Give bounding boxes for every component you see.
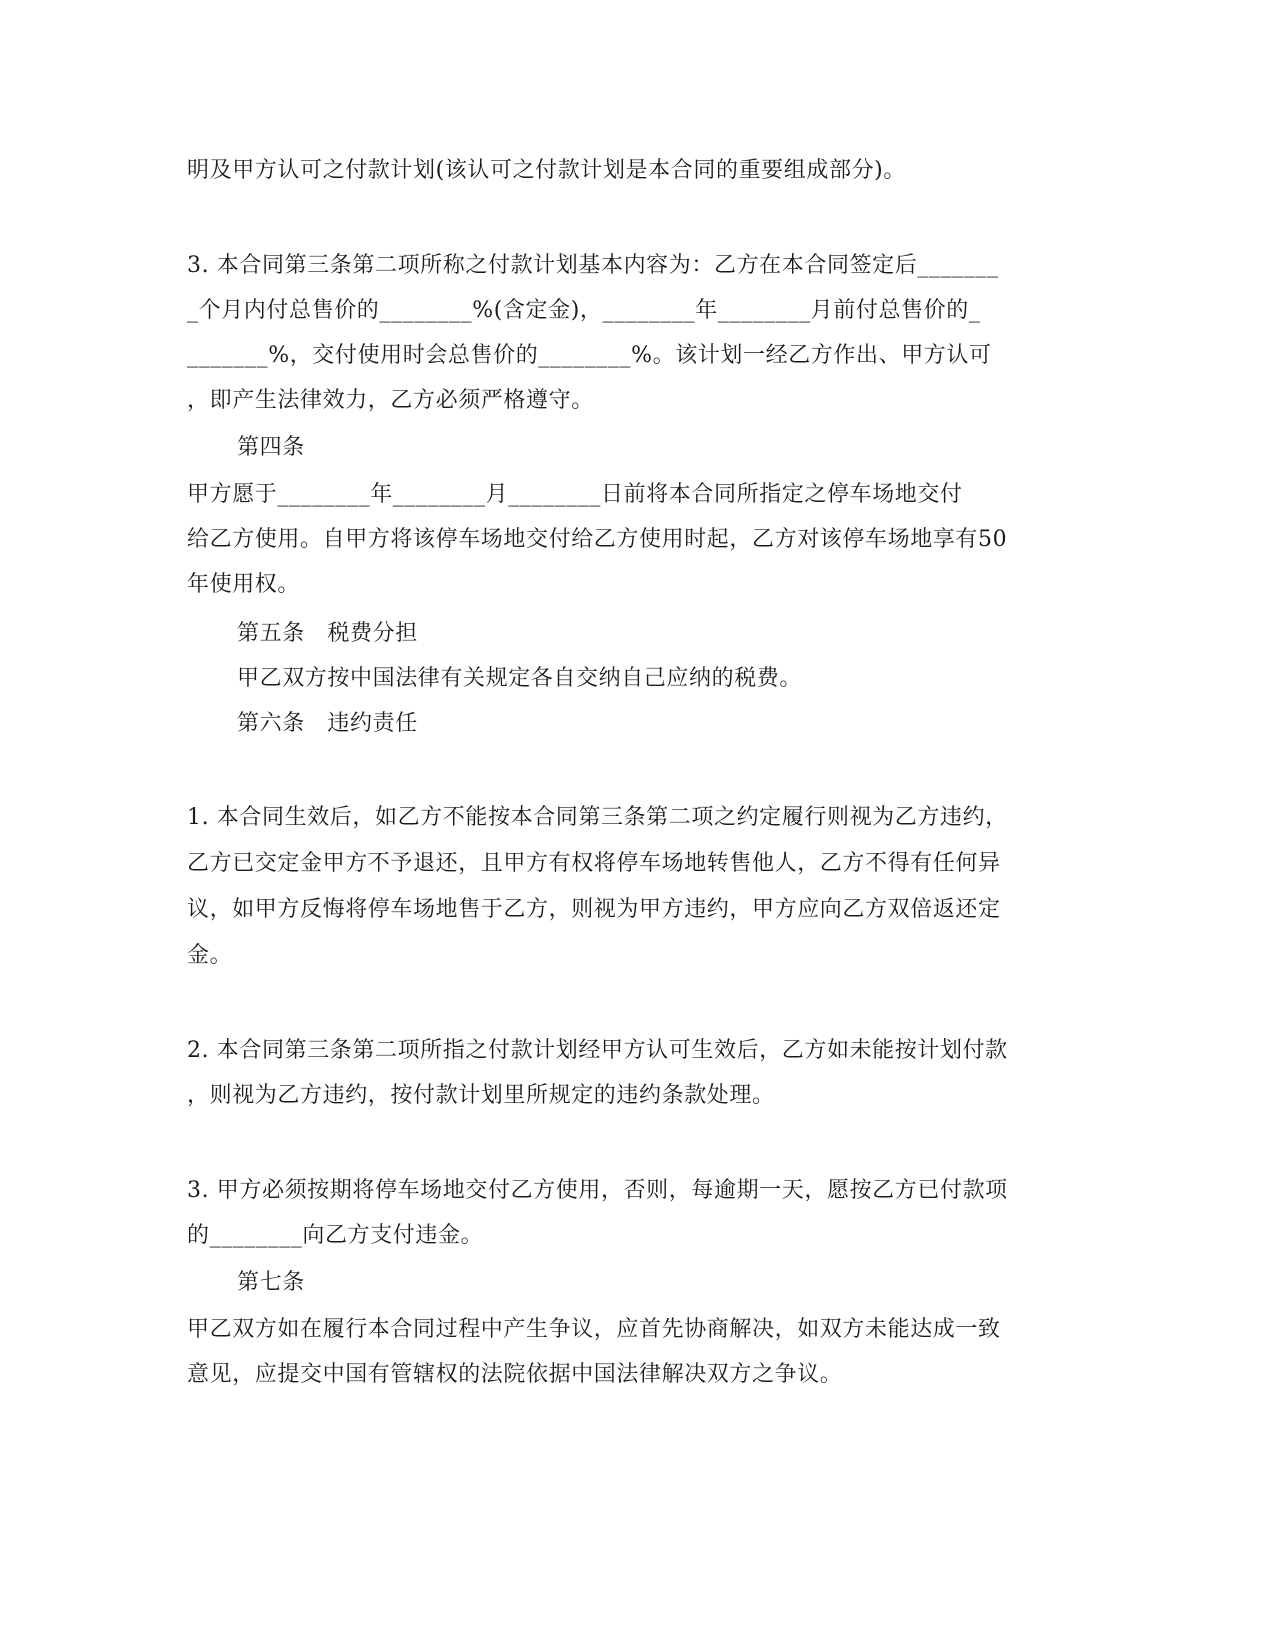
text-line: 3. 甲方必须按期将停车场地交付乙方使用，否则，每逾期一天，愿按乙方已付款项 bbox=[187, 1178, 1008, 1203]
text-line: 的________向乙方支付违金。 bbox=[187, 1223, 484, 1248]
section-heading: 第四条 bbox=[237, 435, 305, 460]
section-heading: 第六条 违约责任 bbox=[237, 711, 418, 736]
text-line: 1. 本合同生效后，如乙方不能按本合同第三条第二项之约定履行则视为乙方违约， bbox=[187, 805, 1008, 830]
text-line: ，则视为乙方违约，按付款计划里所规定的违约条款处理。 bbox=[187, 1083, 775, 1108]
text-line: 意见，应提交中国有管辖权的法院依据中国法律解决双方之争议。 bbox=[187, 1362, 843, 1387]
text-line: 甲乙双方按中国法律有关规定各自交纳自己应纳的税费。 bbox=[237, 666, 803, 691]
text-line: 甲方愿于________年________月________日前将本合同所指定之停车场地交付 bbox=[187, 482, 963, 507]
text-line: 年使用权。 bbox=[187, 572, 301, 597]
text-line: 给乙方使用。自甲方将该停车场地交付给乙方使用时起，乙方对该停车场地享有50 bbox=[187, 527, 1008, 552]
text-line: _______%，交付使用时会总售价的________%。该计划一经乙方作出、甲方认可 bbox=[187, 343, 992, 368]
text-line: ，即产生法律效力，乙方必须严格遵守。 bbox=[187, 388, 594, 413]
section-heading: 第五条 税费分担 bbox=[237, 621, 418, 646]
section-heading: 第七条 bbox=[237, 1270, 305, 1295]
text-line: 2. 本合同第三条第二项所指之付款计划经甲方认可生效后，乙方如未能按计划付款 bbox=[187, 1038, 1008, 1063]
text-line: 3. 本合同第三条第二项所称之付款计划基本内容为：乙方在本合同签定后_______ bbox=[187, 253, 999, 278]
text-line: 甲乙双方如在履行本合同过程中产生争议，应首先协商解决，如双方未能达成一致 bbox=[187, 1317, 1001, 1342]
text-line: 金。 bbox=[187, 943, 233, 968]
text-line: _个月内付总售价的________%(含定金)，________年________月前付总售价的_ bbox=[187, 298, 981, 323]
text-line: 议，如甲方反悔将停车场地售于乙方，则视为甲方违约，甲方应向乙方双倍返还定 bbox=[187, 897, 1001, 922]
text-line: 明及甲方认可之付款计划(该认可之付款计划是本合同的重要组成部分)。 bbox=[187, 158, 906, 183]
text-line: 乙方已交定金甲方不予退还，且甲方有权将停车场地转售他人，乙方不得有任何异 bbox=[187, 851, 1001, 876]
